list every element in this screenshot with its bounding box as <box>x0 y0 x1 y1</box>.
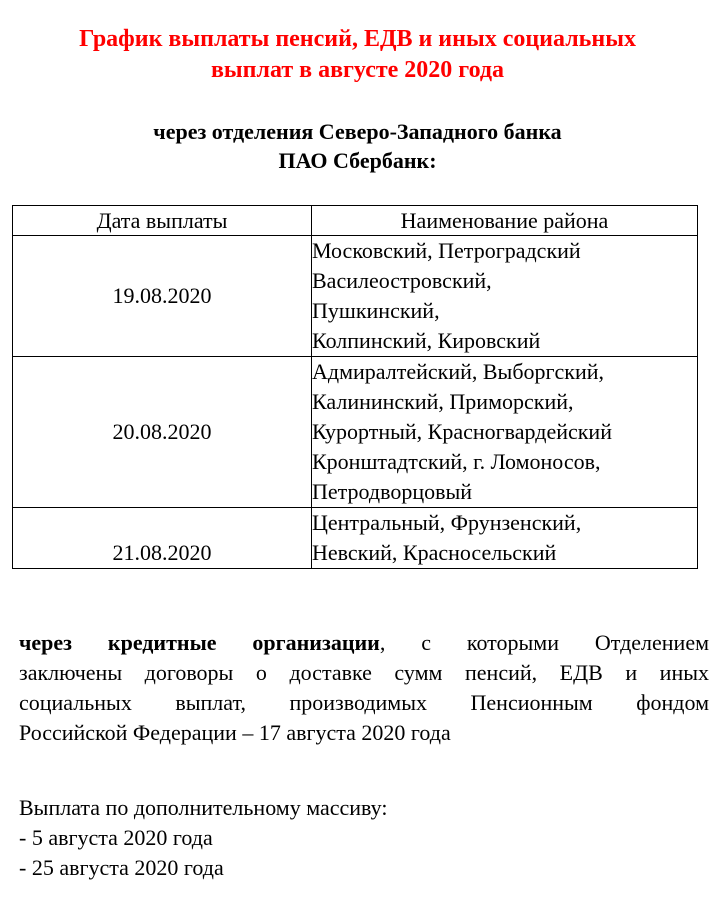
paragraph-line-4: Российской Федерации – 17 августа 2020 года <box>19 720 451 745</box>
subtitle-line-2: ПАО Сбербанк: <box>278 148 437 173</box>
payment-date: 21.08.2020 <box>13 508 312 569</box>
payment-schedule-table <box>12 205 698 569</box>
table-row <box>13 357 698 508</box>
district-line: Колпинский, Кировский <box>312 328 541 353</box>
district-line: Петродворцовый <box>312 479 473 504</box>
paragraph-line-3: социальных выплат, производимых Пенсионным фондом <box>19 690 709 715</box>
district-line: Московский, Петроградский <box>312 238 581 263</box>
paragraph-line-2: заключены договоры о доставке сумм пенсий, ЕДВ и иных <box>19 660 709 685</box>
header-date: Дата выплаты <box>13 206 312 236</box>
district-line: Пушкинский, <box>312 298 440 323</box>
district-line: Невский, Красносельский <box>312 540 557 565</box>
district-line: Василеостровский, <box>312 268 492 293</box>
district-line: Калининский, Приморский, <box>312 389 574 414</box>
additional-heading: Выплата по дополнительному массиву: <box>19 795 388 820</box>
credit-lead-bold-2: кредитные организации <box>107 630 380 655</box>
header-district: Наименование района <box>312 206 698 236</box>
table-header-row <box>13 206 698 236</box>
table-row <box>13 508 698 569</box>
subtitle-line-1: через отделения Северо-Западного банка <box>153 119 562 144</box>
title-line-1: График выплаты пенсий, ЕДВ и иных социальных <box>79 26 636 52</box>
district-list <box>312 508 698 569</box>
district-line: Кронштадтский, г. Ломоносов, <box>312 449 601 474</box>
district-list <box>312 236 698 357</box>
page-title <box>0 24 715 86</box>
list-item: - 5 августа 2020 года <box>19 825 213 850</box>
additional-payments <box>19 793 709 883</box>
credit-lead-bold-1: через <box>19 630 73 655</box>
credit-line-1-rest: , с которыми Отделением <box>379 630 710 655</box>
district-list <box>312 357 698 508</box>
subtitle <box>0 117 715 175</box>
district-line: Курортный, Красногвардейский <box>312 419 612 444</box>
list-item: - 25 августа 2020 года <box>19 855 224 880</box>
credit-organizations-paragraph <box>19 628 709 748</box>
payment-date: 19.08.2020 <box>13 236 312 357</box>
paragraph-line-1 <box>19 628 709 658</box>
title-line-2: выплат в августе 2020 года <box>210 57 505 83</box>
table-row <box>13 236 698 357</box>
payment-date: 20.08.2020 <box>13 357 312 508</box>
district-line: Адмиралтейский, Выборгский, <box>312 359 605 384</box>
district-line: Центральный, Фрунзенский, <box>312 510 582 535</box>
